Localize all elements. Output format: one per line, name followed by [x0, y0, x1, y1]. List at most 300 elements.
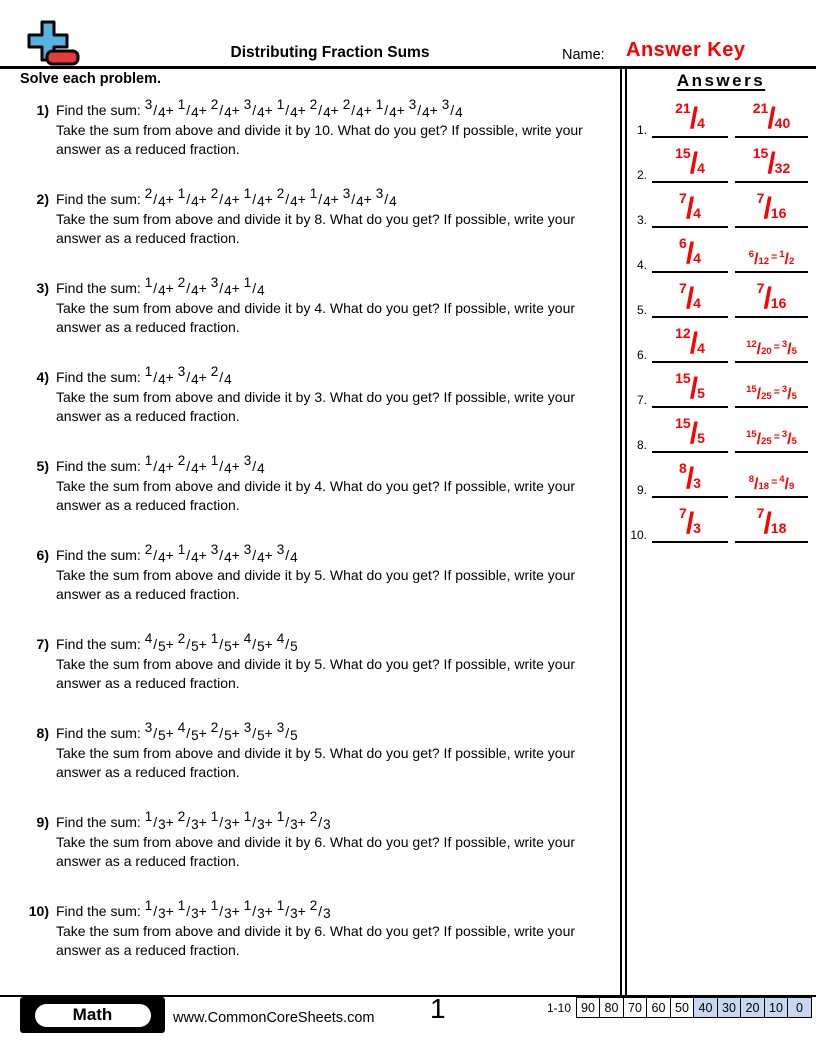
- inline-fraction: [375, 97, 397, 120]
- plus-sign: +: [165, 280, 174, 296]
- fraction-slash: /: [252, 547, 257, 563]
- answer-blank-first: [652, 190, 728, 228]
- fraction-numerator: 4: [177, 720, 186, 735]
- fraction-numerator: 2: [177, 275, 186, 290]
- fraction-slash: /: [252, 725, 257, 741]
- answer-blank-first: [652, 370, 728, 408]
- fraction-numerator: 1: [177, 542, 186, 557]
- answer-row: [626, 498, 814, 543]
- fraction-slash: /: [351, 191, 356, 207]
- problem-instruction: Take the sum from above and divide it by 4. What do you get? If possible, write your answer as a reduced fraction.: [56, 478, 576, 513]
- problem-instruction: Take the sum from above and divide it by 10. What do you get? If possible, write your answer as a reduced fraction.: [56, 122, 583, 157]
- answer-number-label: 6.: [636, 348, 647, 362]
- fraction-numerator: 3: [781, 429, 788, 440]
- fraction-slash: /: [186, 903, 191, 919]
- problem-body: [56, 97, 618, 159]
- plus-sign: +: [198, 280, 207, 296]
- fraction-denominator: 5: [224, 728, 232, 743]
- fraction-slash: /: [689, 147, 699, 180]
- inline-fraction: [243, 631, 265, 654]
- answer-fraction: [679, 190, 701, 226]
- fraction-denominator: 3: [290, 817, 298, 832]
- score-cell: 10: [764, 997, 789, 1018]
- answer-fraction: [679, 280, 701, 316]
- fraction-slash: /: [784, 476, 789, 493]
- problem-body: [56, 720, 618, 782]
- fraction-denominator: 3: [323, 817, 331, 832]
- fraction-slash: /: [219, 547, 224, 563]
- inline-fraction: [243, 275, 265, 298]
- fraction-slash: /: [754, 476, 759, 493]
- inline-fraction: [309, 186, 331, 209]
- fraction-numerator: 21: [675, 100, 691, 116]
- answer-blank-first: [652, 460, 728, 498]
- inline-fraction: [243, 542, 265, 565]
- inline-fraction: [276, 809, 298, 832]
- answer-blank-second: [735, 249, 808, 273]
- inline-fraction: [243, 809, 265, 832]
- answer-fraction: [752, 145, 791, 181]
- fraction-slash: /: [285, 903, 290, 919]
- fraction-slash: /: [689, 372, 699, 405]
- fraction-numerator: 2: [342, 97, 351, 112]
- equals-sign: =: [771, 476, 778, 488]
- plus-sign: +: [198, 191, 207, 207]
- plus-sign: +: [264, 903, 273, 919]
- problem-instruction: Take the sum from above and divide it by 4. What do you get? If possible, write your answer as a reduced fraction.: [56, 300, 576, 335]
- problem-body: [56, 453, 618, 515]
- fraction-numerator: 1: [309, 186, 318, 201]
- problem-sum-line: [56, 97, 618, 121]
- fraction-numerator: 3: [342, 186, 351, 201]
- problems-list: [20, 97, 618, 987]
- answers-list: [626, 93, 814, 543]
- fraction-slash: /: [787, 341, 792, 358]
- problem-instruction: Take the sum from above and divide it by 8. What do you get? If possible, write your answer as a reduced fraction.: [56, 211, 576, 246]
- fraction-slash: /: [219, 458, 224, 474]
- inline-fraction: [210, 97, 232, 120]
- answer-blank-second: [735, 474, 808, 498]
- fraction-denominator: 3: [224, 817, 232, 832]
- fraction-slash: /: [787, 431, 792, 448]
- plus-sign: +: [429, 102, 438, 118]
- fraction-numerator: 7: [756, 190, 765, 206]
- fraction-numerator: 12: [746, 339, 757, 350]
- fraction-numerator: 3: [144, 720, 153, 735]
- answer-fraction-reduced: [748, 249, 795, 271]
- fraction-numerator: 21: [752, 100, 769, 116]
- inline-fraction: [276, 97, 298, 120]
- fraction-numerator: 1: [210, 898, 219, 913]
- fraction-denominator: 4: [697, 115, 705, 131]
- fraction-numerator: 12: [675, 325, 691, 341]
- plus-sign: +: [363, 191, 372, 207]
- fraction-numerator: 3: [441, 97, 450, 112]
- answer-number-label: 5.: [636, 303, 647, 317]
- fraction-denominator: 18: [770, 520, 787, 536]
- fraction-numerator: 2: [276, 186, 285, 201]
- fraction-denominator: 4: [257, 194, 265, 209]
- inline-fraction: [144, 364, 166, 387]
- fraction-denominator: 5: [697, 430, 705, 446]
- plus-sign: +: [231, 191, 240, 207]
- inline-fraction: [144, 809, 166, 832]
- plus-sign: +: [231, 636, 240, 652]
- fraction-numerator: 2: [177, 453, 186, 468]
- plus-sign: +: [264, 191, 273, 207]
- fraction-slash: /: [689, 417, 699, 450]
- problem-lead-label: Find the sum:: [56, 280, 145, 296]
- fraction-numerator: 1: [243, 275, 252, 290]
- answer-blank-first: [652, 235, 728, 273]
- problem-lead-label: Find the sum:: [56, 547, 145, 563]
- fraction-denominator: 3: [257, 817, 265, 832]
- inline-fraction: [210, 631, 232, 654]
- problem-body: [56, 364, 618, 426]
- plus-sign: +: [165, 903, 174, 919]
- fraction-numerator: 3: [144, 97, 153, 112]
- fraction-denominator: 32: [774, 160, 791, 176]
- problem-item: [20, 275, 618, 337]
- plus-sign: +: [264, 547, 273, 563]
- fraction-denominator: 3: [158, 817, 166, 832]
- answer-row: [626, 138, 814, 183]
- answer-row: [626, 228, 814, 273]
- fraction-denominator: 4: [356, 105, 364, 120]
- fraction-slash: /: [351, 102, 356, 118]
- score-cell: 20: [740, 997, 765, 1018]
- plus-sign: +: [231, 814, 240, 830]
- fraction-denominator: 4: [158, 194, 166, 209]
- fraction-numerator: 3: [276, 720, 285, 735]
- inline-fraction: [144, 275, 166, 298]
- fraction-denominator: 3: [693, 520, 701, 536]
- fraction-slash: /: [219, 903, 224, 919]
- fraction-denominator: 5: [290, 728, 298, 743]
- fraction-denominator: 4: [191, 372, 199, 387]
- problem-sum-line: [56, 898, 618, 922]
- fraction-denominator: 4: [389, 194, 397, 209]
- fraction-denominator: 16: [770, 295, 787, 311]
- answer-fraction: [675, 370, 705, 406]
- equals-sign: =: [773, 341, 780, 353]
- fraction-slash: /: [285, 814, 290, 830]
- fraction-denominator: 5: [257, 728, 265, 743]
- fraction-slash: /: [756, 386, 762, 403]
- problem-number: 10): [28, 903, 49, 919]
- fraction-numerator: 15: [675, 415, 691, 431]
- fraction-numerator: 6: [748, 249, 755, 260]
- answer-blank-second: [735, 384, 808, 408]
- fraction-numerator: 2: [177, 809, 186, 824]
- fraction-denominator: 20: [761, 346, 772, 357]
- plus-sign: +: [198, 903, 207, 919]
- fraction-numerator: 1: [177, 97, 186, 112]
- fraction-denominator: 2: [788, 256, 795, 267]
- inline-fraction: [276, 898, 298, 921]
- fraction-slash: /: [186, 458, 191, 474]
- answer-blank-second: [735, 429, 808, 453]
- fraction-slash: /: [285, 191, 290, 207]
- fraction-slash: /: [252, 903, 257, 919]
- fraction-slash: /: [219, 636, 224, 652]
- problem-body: [56, 542, 618, 604]
- fraction-numerator: 1: [243, 898, 252, 913]
- fraction-numerator: 1: [243, 186, 252, 201]
- fraction-denominator: 16: [770, 205, 787, 221]
- fraction-denominator: 4: [158, 550, 166, 565]
- inline-fraction: [276, 631, 298, 654]
- fraction-denominator: 4: [158, 105, 166, 120]
- fraction-denominator: 25: [761, 391, 772, 402]
- fraction-slash: /: [384, 102, 389, 118]
- fraction-denominator: 18: [758, 481, 770, 492]
- problem-sum-line: [56, 809, 618, 833]
- answer-fraction: [675, 325, 705, 361]
- fraction-denominator: 4: [257, 105, 265, 120]
- inline-fraction: [276, 186, 298, 209]
- fraction-denominator: 3: [323, 906, 331, 921]
- fraction-numerator: 1: [144, 898, 153, 913]
- problem-item: [20, 720, 618, 782]
- answer-blank-first: [652, 145, 728, 183]
- fraction-numerator: 7: [679, 190, 687, 206]
- problem-sum-line: [56, 542, 618, 566]
- fraction-numerator: 1: [210, 453, 219, 468]
- fraction-numerator: 15: [675, 145, 691, 161]
- plus-sign: +: [264, 636, 273, 652]
- fraction-slash: /: [252, 102, 257, 118]
- score-range-label: 1-10: [546, 1001, 571, 1015]
- problem-sum-line: [56, 720, 618, 744]
- fraction-denominator: 4: [697, 160, 705, 176]
- answer-fraction: [679, 460, 701, 496]
- fraction-numerator: 3: [781, 339, 788, 350]
- fraction-numerator: 8: [679, 460, 687, 476]
- fraction-denominator: 5: [791, 346, 797, 357]
- fraction-denominator: 5: [791, 436, 797, 447]
- fraction-slash: /: [186, 280, 191, 296]
- fraction-numerator: 2: [144, 542, 153, 557]
- answer-row: [626, 453, 814, 498]
- problem-lead-label: Find the sum:: [56, 814, 145, 830]
- fraction-slash: /: [186, 191, 191, 207]
- score-cell: 80: [599, 997, 624, 1018]
- plus-sign: +: [165, 636, 174, 652]
- inline-fraction: [177, 97, 199, 120]
- fraction-slash: /: [285, 636, 290, 652]
- fraction-denominator: 9: [788, 481, 795, 492]
- answer-number-label: 4.: [636, 258, 647, 272]
- fraction-denominator: 4: [257, 283, 265, 298]
- fraction-numerator: 15: [675, 370, 691, 386]
- subject-badge-label: Math: [33, 1002, 153, 1029]
- fraction-slash: /: [252, 458, 257, 474]
- fraction-numerator: 3: [276, 542, 285, 557]
- fraction-slash: /: [153, 903, 158, 919]
- fraction-slash: /: [689, 102, 699, 135]
- name-label: Name:: [562, 47, 605, 63]
- fraction-slash: /: [252, 814, 257, 830]
- problem-lead-label: Find the sum:: [56, 903, 145, 919]
- fraction-numerator: 3: [781, 384, 788, 395]
- fraction-numerator: 3: [408, 97, 417, 112]
- fraction-denominator: 3: [693, 475, 701, 491]
- fraction-numerator: 15: [746, 429, 757, 440]
- problem-instruction: Take the sum from above and divide it by 6. What do you get? If possible, write your answer as a reduced fraction.: [56, 923, 576, 958]
- plus-sign: +: [231, 102, 240, 118]
- fraction-numerator: 1: [144, 809, 153, 824]
- fraction-slash: /: [153, 814, 158, 830]
- plus-sign: +: [198, 102, 207, 118]
- answer-fraction-reduced: [746, 429, 797, 451]
- problem-body: [56, 186, 618, 248]
- answer-row: [626, 408, 814, 453]
- equals-sign: =: [773, 431, 780, 443]
- fraction-denominator: 12: [758, 256, 770, 267]
- problem-item: [20, 631, 618, 693]
- fraction-numerator: 2: [177, 631, 186, 646]
- inline-fraction: [243, 720, 265, 743]
- fraction-slash: /: [153, 191, 158, 207]
- answer-fraction: [752, 100, 791, 136]
- inline-fraction: [210, 809, 232, 832]
- plus-sign: +: [297, 903, 306, 919]
- inline-fraction: [177, 453, 199, 476]
- inline-fraction: [210, 186, 232, 209]
- plus-sign: +: [231, 903, 240, 919]
- fraction-slash: /: [285, 102, 290, 118]
- page-number: 1: [430, 993, 446, 1024]
- answer-blank-second: [735, 145, 808, 183]
- score-cell: 50: [670, 997, 695, 1018]
- problem-lead-label: Find the sum:: [56, 636, 145, 652]
- fraction-denominator: 3: [191, 906, 199, 921]
- answer-row: [626, 318, 814, 363]
- fraction-numerator: 7: [679, 280, 687, 296]
- plus-sign: +: [330, 191, 339, 207]
- fraction-denominator: 4: [693, 250, 701, 266]
- inline-fraction: [210, 275, 232, 298]
- answer-row: [626, 183, 814, 228]
- fraction-denominator: 3: [257, 906, 265, 921]
- problem-item: [20, 542, 618, 604]
- answer-number-label: 9.: [636, 483, 647, 497]
- fraction-slash: /: [219, 369, 224, 385]
- answer-fraction: [756, 190, 787, 226]
- fraction-numerator: 1: [779, 249, 785, 260]
- fraction-numerator: 8: [748, 474, 755, 485]
- answer-blank-first: [652, 280, 728, 318]
- fraction-slash: /: [153, 280, 158, 296]
- inline-fraction: [144, 97, 166, 120]
- inline-fraction: [177, 898, 199, 921]
- fraction-numerator: 4: [779, 474, 785, 485]
- fraction-numerator: 1: [144, 275, 153, 290]
- answer-row: [626, 273, 814, 318]
- fraction-numerator: 4: [276, 631, 285, 646]
- fraction-numerator: 15: [746, 384, 757, 395]
- fraction-denominator: 4: [290, 550, 298, 565]
- fraction-slash: /: [186, 102, 191, 118]
- fraction-numerator: 3: [243, 453, 252, 468]
- score-cells: [577, 997, 812, 1018]
- answer-fraction: [675, 415, 705, 451]
- fraction-denominator: 4: [693, 205, 701, 221]
- fraction-numerator: 1: [375, 97, 384, 112]
- plus-sign: +: [165, 369, 174, 385]
- problem-item: [20, 898, 618, 960]
- fraction-numerator: 2: [210, 186, 219, 201]
- problem-number: 7): [36, 636, 49, 652]
- answer-number-label: 7.: [636, 393, 647, 407]
- plus-sign: +: [165, 725, 174, 741]
- fraction-slash: /: [153, 458, 158, 474]
- fraction-numerator: 7: [756, 505, 765, 521]
- fraction-slash: /: [153, 369, 158, 385]
- fraction-denominator: 4: [323, 105, 331, 120]
- fraction-denominator: 4: [224, 461, 232, 476]
- fraction-slash: /: [417, 102, 422, 118]
- inline-fraction: [210, 364, 232, 387]
- fraction-slash: /: [153, 547, 158, 563]
- fraction-denominator: 4: [191, 283, 199, 298]
- answer-blank-second: [735, 339, 808, 363]
- fraction-denominator: 5: [697, 385, 705, 401]
- score-cell: 90: [576, 997, 601, 1018]
- fraction-numerator: 3: [243, 97, 252, 112]
- plus-sign: +: [297, 102, 306, 118]
- problem-item: [20, 364, 618, 426]
- problem-lead-label: Find the sum:: [56, 725, 145, 741]
- fraction-slash: /: [450, 102, 455, 118]
- inline-fraction: [144, 898, 166, 921]
- fraction-slash: /: [787, 386, 792, 403]
- fraction-slash: /: [186, 814, 191, 830]
- page-title: Distributing Fraction Sums: [230, 44, 430, 61]
- fraction-denominator: 3: [191, 817, 199, 832]
- problem-body: [56, 275, 618, 337]
- fraction-denominator: 4: [158, 283, 166, 298]
- answer-blank-first: [652, 505, 728, 543]
- fraction-numerator: 1: [276, 809, 285, 824]
- plus-sign: +: [198, 369, 207, 385]
- plus-sign: +: [198, 547, 207, 563]
- problem-item: [20, 809, 618, 871]
- fraction-denominator: 5: [224, 639, 232, 654]
- plus-sign: +: [330, 102, 339, 118]
- answer-blank-first: [652, 325, 728, 363]
- answer-fraction-reduced: [746, 384, 797, 406]
- problem-number: 9): [36, 814, 49, 830]
- fraction-slash: /: [153, 636, 158, 652]
- fraction-slash: /: [384, 191, 389, 207]
- fraction-denominator: 3: [158, 906, 166, 921]
- inline-fraction: [177, 720, 199, 743]
- fraction-numerator: 3: [375, 186, 384, 201]
- equals-sign: =: [771, 251, 778, 263]
- fraction-numerator: 3: [210, 275, 219, 290]
- problem-number: 5): [36, 458, 49, 474]
- fraction-numerator: 7: [756, 280, 765, 296]
- answer-row: [626, 93, 814, 138]
- plus-sign: +: [231, 280, 240, 296]
- problem-instruction: Take the sum from above and divide it by 3. What do you get? If possible, write your answer as a reduced fraction.: [56, 389, 576, 424]
- fraction-slash: /: [318, 102, 323, 118]
- fraction-denominator: 4: [191, 194, 199, 209]
- fraction-denominator: 4: [290, 105, 298, 120]
- plus-sign: +: [165, 458, 174, 474]
